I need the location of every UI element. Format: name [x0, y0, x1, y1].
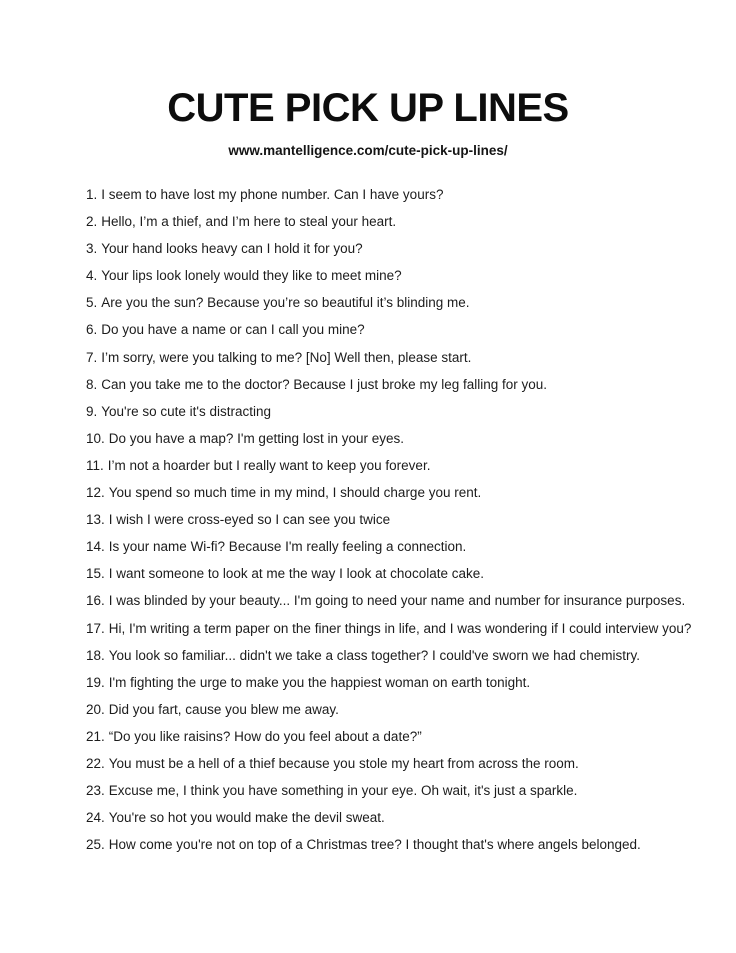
line-text: Do you have a name or can I call you mine? — [101, 322, 365, 338]
document-header — [0, 0, 736, 158]
line-text: Your lips look lonely would they like to meet mine? — [101, 268, 402, 284]
line-number: 17. — [86, 620, 105, 636]
line-text: Can you take me to the doctor? Because I just broke my leg falling for you. — [101, 376, 548, 392]
line-number: 4. — [86, 268, 98, 284]
list-item — [86, 696, 696, 723]
line-text: You must be a hell of a thief because you stole my heart from across the room. — [108, 755, 579, 771]
list-item — [86, 425, 696, 452]
list-item — [86, 533, 696, 560]
list-item — [86, 587, 696, 614]
line-number: 9. — [86, 403, 98, 419]
list-item — [86, 804, 696, 831]
line-text: I'm fighting the urge to make you the happiest woman on earth tonight. — [108, 674, 531, 690]
line-number: 20. — [86, 701, 105, 717]
line-number: 21. — [86, 728, 105, 744]
line-text: I want someone to look at me the way I look at chocolate cake. — [108, 566, 484, 582]
line-text: I was blinded by your beauty... I'm going to need your name and number for insurance purposes. — [108, 593, 686, 609]
list-item — [86, 371, 696, 398]
line-text: You're so hot you would make the devil sweat. — [108, 810, 385, 826]
list-item — [86, 560, 696, 587]
pickup-lines-list — [0, 181, 736, 858]
line-number: 23. — [86, 783, 105, 799]
line-number: 7. — [86, 349, 98, 365]
list-item — [86, 506, 696, 533]
line-text: Excuse me, I think you have something in your eye. Oh wait, it's just a sparkle. — [108, 783, 578, 799]
line-text: I seem to have lost my phone number. Can I have yours? — [101, 187, 444, 202]
line-number: 24. — [86, 810, 105, 826]
list-item — [86, 750, 696, 777]
line-number: 1. — [86, 187, 98, 202]
line-text: Is your name Wi-fi? Because I'm really feeling a connection. — [108, 539, 467, 555]
line-text: I’m not a hoarder but I really want to keep you forever. — [107, 457, 431, 473]
line-text: Your hand looks heavy can I hold it for you? — [101, 241, 363, 257]
line-number: 5. — [86, 295, 98, 311]
line-number: 16. — [86, 593, 105, 609]
line-number: 25. — [86, 837, 105, 853]
line-number: 18. — [86, 647, 105, 663]
line-text: Hi, I'm writing a term paper on the finer things in life, and I was wondering if I could interview you? — [108, 620, 692, 636]
list-item — [86, 316, 696, 343]
list-item — [86, 262, 696, 289]
line-number: 10. — [86, 430, 105, 446]
line-number: 14. — [86, 539, 105, 555]
line-number: 8. — [86, 376, 98, 392]
line-text: “Do you like raisins? How do you feel about a date?” — [108, 728, 422, 744]
line-number: 6. — [86, 322, 98, 338]
line-text: You spend so much time in my mind, I should charge you rent. — [108, 485, 482, 501]
line-text: You're so cute it's distracting — [101, 403, 272, 419]
line-text: Hello, I’m a thief, and I’m here to steal your heart. — [101, 214, 397, 230]
line-text: Are you the sun? Because you’re so beautiful it’s blinding me. — [101, 295, 470, 311]
line-text: Did you fart, cause you blew me away. — [108, 701, 339, 717]
page-url: www.mantelligence.com/cute-pick-up-lines/ — [228, 143, 508, 158]
list-item — [86, 289, 696, 316]
list-item — [86, 235, 696, 262]
line-number: 12. — [86, 485, 105, 501]
line-number: 15. — [86, 566, 105, 582]
list-item — [86, 181, 696, 208]
list-item — [86, 208, 696, 235]
list-item — [86, 479, 696, 506]
line-number: 2. — [86, 214, 98, 230]
list-item — [86, 398, 696, 425]
list-item — [86, 344, 696, 371]
line-text: I wish I were cross-eyed so I can see you twice — [108, 512, 391, 528]
list-item — [86, 669, 696, 696]
line-number: 11. — [86, 457, 104, 473]
list-item — [86, 642, 696, 669]
list-item — [86, 831, 696, 858]
list-item — [86, 723, 696, 750]
list-item — [86, 452, 696, 479]
list-item — [86, 777, 696, 804]
line-text: You look so familiar... didn't we take a class together? I could've sworn we had chemistry. — [108, 647, 640, 663]
line-text: Do you have a map? I'm getting lost in your eyes. — [108, 430, 405, 446]
list-item — [86, 615, 696, 642]
line-number: 3. — [86, 241, 98, 257]
page-title: CUTE PICK UP LINES — [167, 86, 569, 130]
line-number: 22. — [86, 755, 105, 771]
line-number: 19. — [86, 674, 105, 690]
line-number: 13. — [86, 512, 105, 528]
line-text: How come you're not on top of a Christmas tree? I thought that's where angels belonged. — [108, 837, 641, 853]
line-text: I’m sorry, were you talking to me? [No] Well then, please start. — [101, 349, 472, 365]
